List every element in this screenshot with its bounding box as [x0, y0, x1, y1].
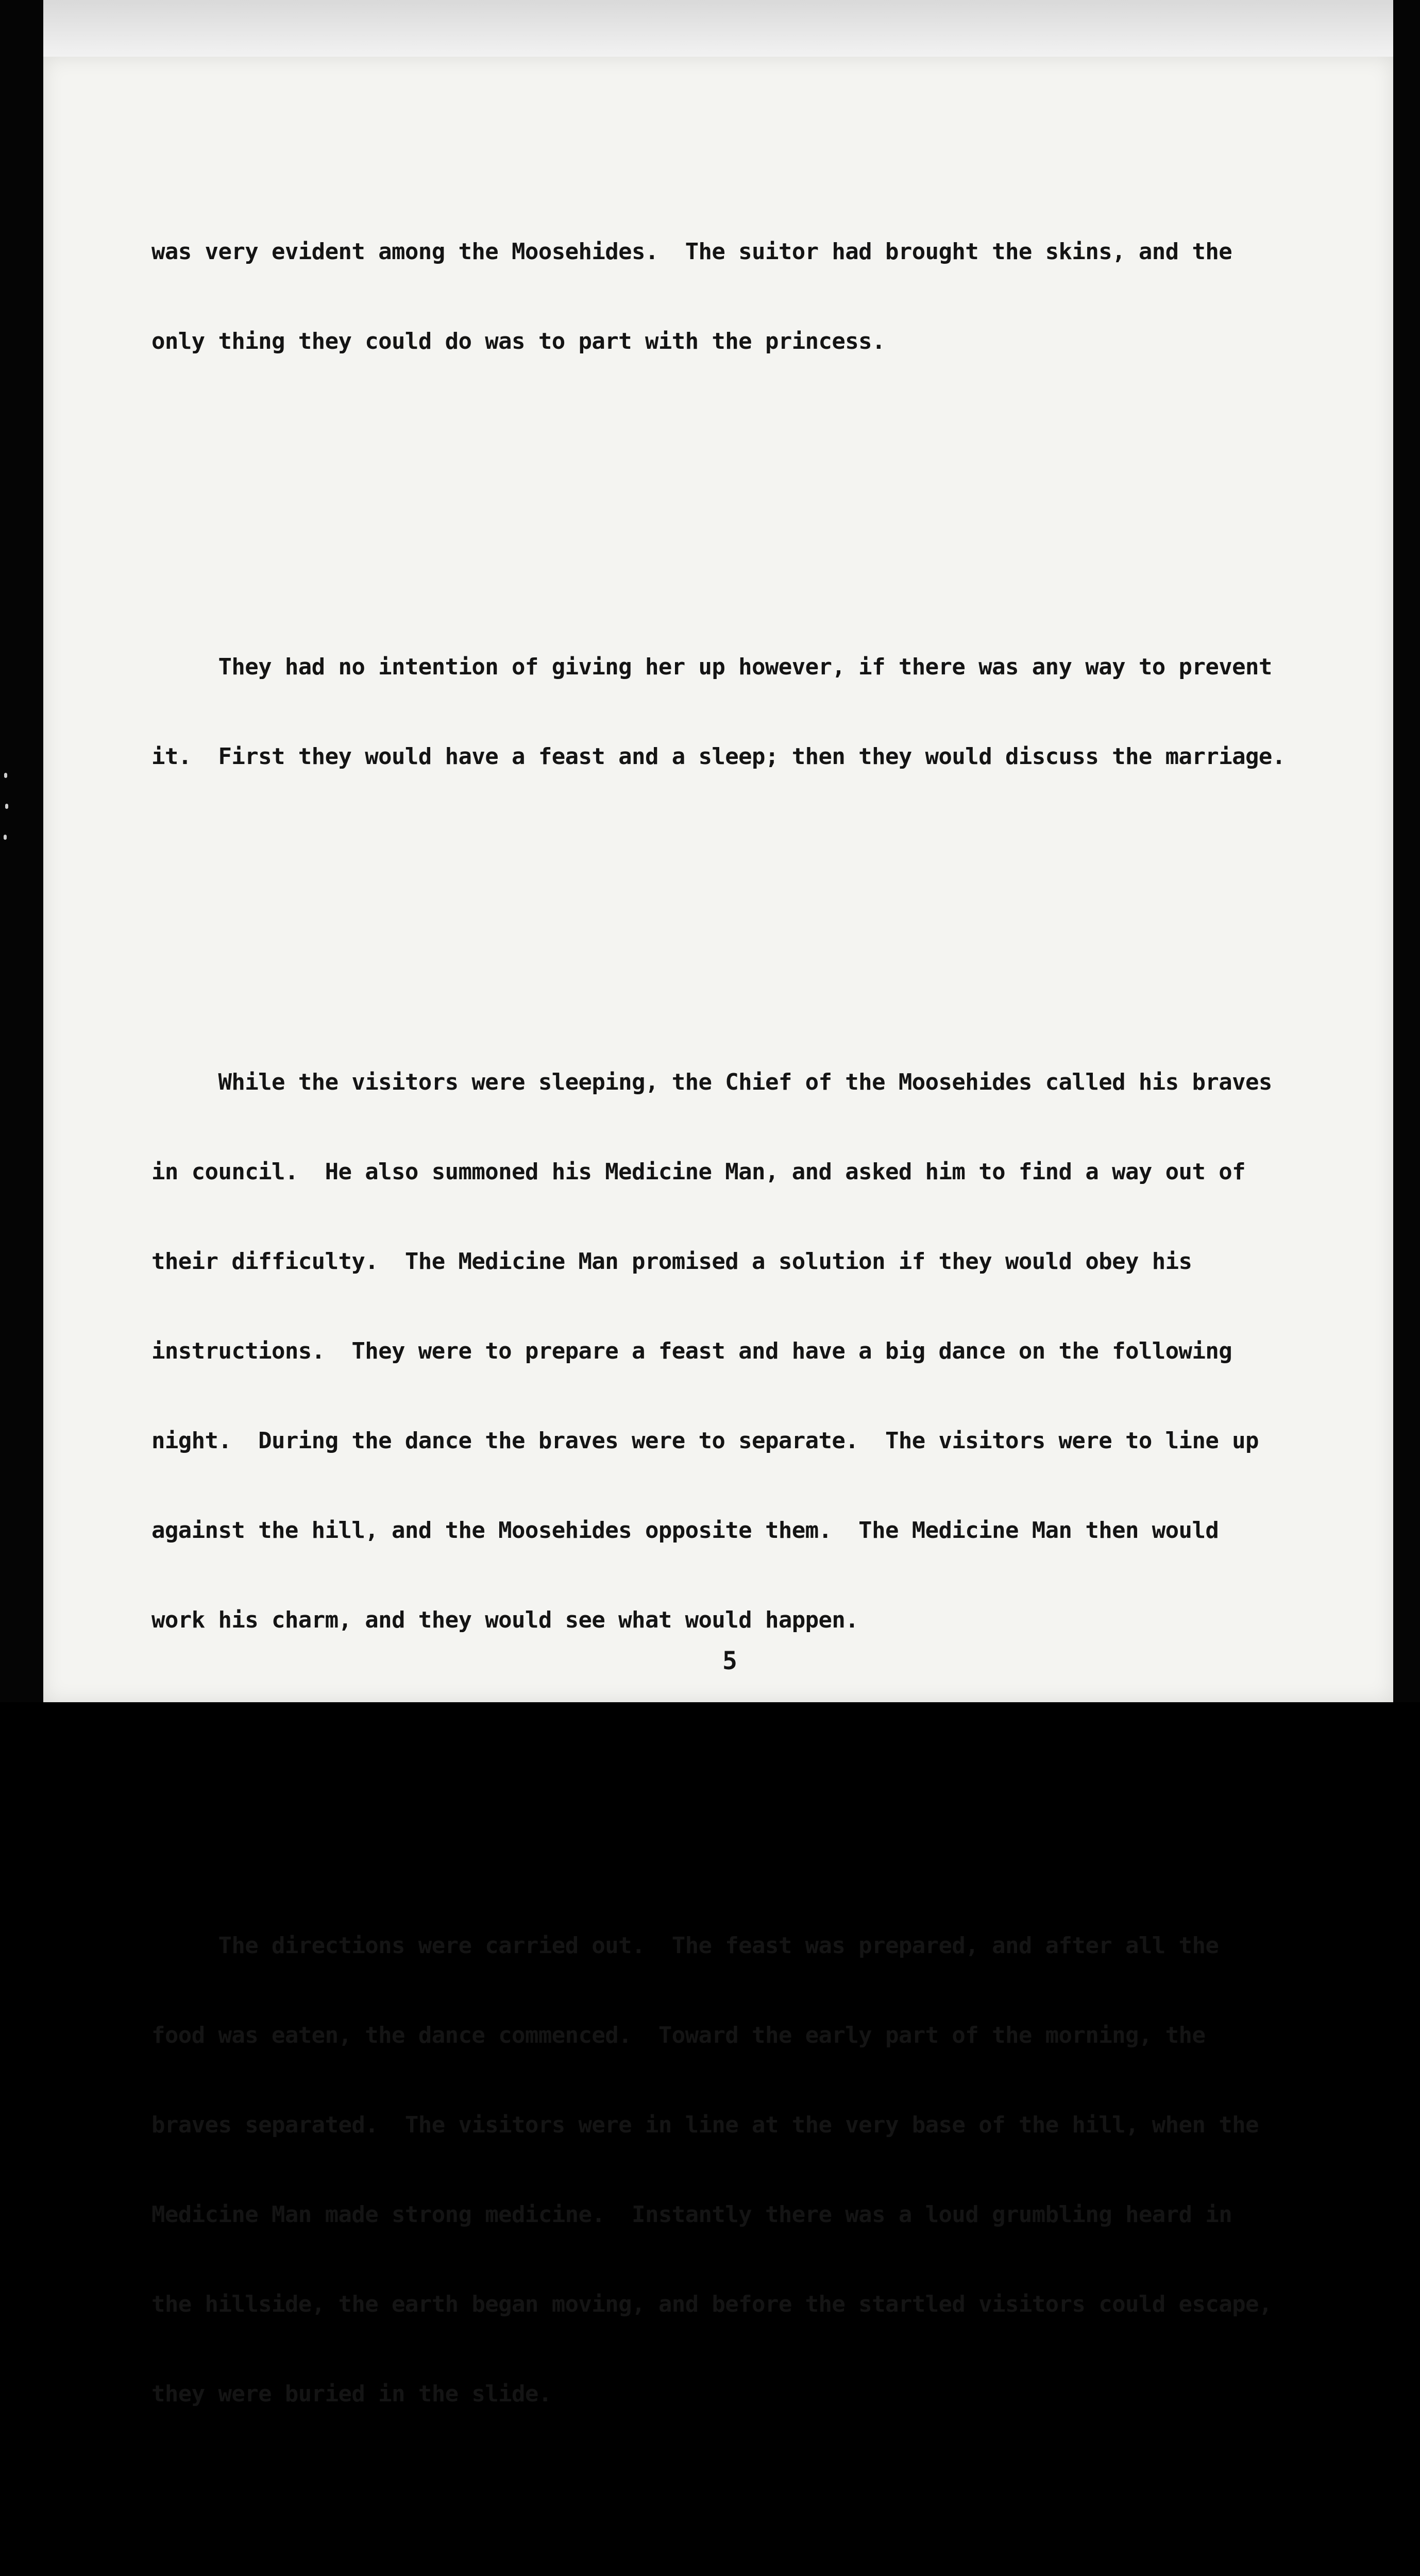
paragraph	[151, 1871, 1316, 2469]
previous-page-edge	[43, 0, 1393, 57]
edge-specks	[3, 773, 10, 866]
paragraph	[151, 592, 1316, 832]
text-line: was very evident among the Moosehides. The suitor had brought the skins, and the	[151, 239, 1232, 265]
page-body	[151, 88, 1316, 2576]
text-line: the hillside, the earth began moving, and before the startled visitors could escape,	[151, 2291, 1272, 2317]
text-line: They had no intention of giving her up however, if there was any way to prevent	[151, 654, 1272, 680]
paragraph	[151, 1008, 1316, 1695]
document-page	[43, 57, 1393, 2407]
page-number: 5	[722, 1647, 737, 1675]
text-line: work his charm, and they would see what would happen.	[151, 1607, 859, 1633]
text-line: they were buried in the slide.	[151, 2381, 552, 2407]
text-line: food was eaten, the dance commenced. Toward the early part of the morning, the	[151, 2022, 1206, 2048]
text-line: it. First they would have a feast and a sleep; then they would discuss the marriage.	[151, 743, 1286, 770]
paragraph	[151, 177, 1316, 416]
text-line: in council. He also summoned his Medicine Man, and asked him to find a way out of	[151, 1159, 1245, 1185]
text-line: The directions were carried out. The feast was prepared, and after all the	[151, 1933, 1219, 1959]
text-line: braves separated. The visitors were in line at the very base of the hill, when the	[151, 2112, 1259, 2138]
text-line: against the hill, and the Moosehides opposite them. The Medicine Man then would	[151, 1517, 1219, 1544]
text-line: instructions. They were to prepare a feast and have a big dance on the following	[151, 1338, 1232, 1364]
text-line: only thing they could do was to part with the princess.	[151, 328, 885, 354]
text-line: their difficulty. The Medicine Man promised a solution if they would obey his	[151, 1248, 1192, 1275]
text-line: While the visitors were sleeping, the Chief of the Moosehides called his braves	[151, 1069, 1272, 1095]
text-line: night. During the dance the braves were to separate. The visitors were to line up	[151, 1428, 1259, 1454]
text-line: Medicine Man made strong medicine. Instantly there was a loud grumbling heard in	[151, 2201, 1232, 2228]
